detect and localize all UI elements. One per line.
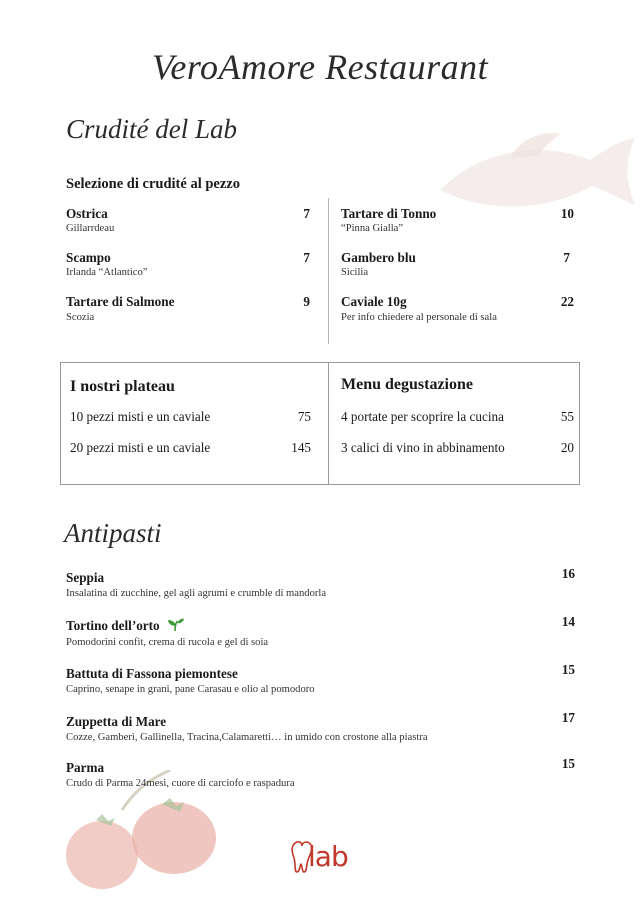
crudite-item-name: Caviale 10g — [341, 294, 407, 309]
vegetarian-leaf-icon — [167, 618, 185, 632]
plateau-title: I nostri plateau — [70, 378, 175, 395]
antipasto-desc: Crudo di Parma 24mesi, cuore di carciofo e raspadura — [66, 778, 295, 789]
antipasto-price: 17 — [561, 710, 575, 725]
plateau-line: 20 pezzi misti e un caviale — [70, 440, 211, 455]
tomatoes-watermark — [62, 770, 232, 900]
crudite-item-price: 22 — [560, 294, 574, 309]
crudite-item-price: 7 — [563, 250, 570, 265]
antipasto-desc: Insalatina di zucchine, gel agli agrumi e crumble di mandorla — [66, 588, 327, 599]
plateau-line: 10 pezzi misti e un caviale — [70, 409, 211, 424]
crudite-item-name: Ostrica — [66, 206, 108, 221]
degustazione-line: 3 calici di vino in abbinamento — [341, 440, 505, 455]
crudite-item-desc: Gillarrdeau — [66, 223, 115, 234]
crudite-item-desc: “Pinna Gialla” — [341, 223, 404, 234]
crudite-item-price: 9 — [303, 294, 310, 309]
plateau-price: 75 — [297, 409, 311, 424]
antipasto-name: Parma — [66, 760, 105, 775]
crudite-item-name: Tartare di Salmone — [66, 294, 175, 309]
antipasto-price: 16 — [561, 566, 575, 581]
crudite-item-name: Tartare di Tonno — [341, 206, 437, 221]
crudite-item-desc: Scozia — [66, 312, 95, 323]
antipasto-desc: Cozze, Gamberi, Gallinella, Tracina,Calamaretti… in umido con crostone alla piastra — [66, 732, 428, 743]
crudite-item-name: Scampo — [66, 250, 111, 265]
restaurant-title: VeroAmore Restaurant — [151, 47, 489, 87]
degustazione-title: Menu degustazione — [341, 376, 473, 393]
fish-watermark — [420, 110, 640, 250]
antipasto-desc: Pomodorini confit, crema di rucola e gel di soia — [66, 637, 269, 648]
antipasto-name: Battuta di Fassona piemontese — [66, 666, 238, 681]
antipasti-heading: Antipasti — [64, 518, 162, 548]
antipasto-price: 15 — [561, 756, 575, 771]
crudite-item-price: 7 — [303, 250, 310, 265]
antipasto-name: Seppia — [66, 570, 105, 585]
crudite-item-desc: Irlanda “Atlantico” — [66, 267, 148, 278]
crudite-heading: Crudité del Lab — [66, 114, 238, 144]
plateau-price: 145 — [291, 440, 311, 455]
lab-logo — [290, 838, 354, 878]
crudite-subheading: Selezione di crudité al pezzo — [66, 176, 240, 192]
antipasto-name: Tortino dell’orto — [66, 618, 160, 633]
crudite-item-price: 7 — [303, 206, 310, 221]
antipasto-desc: Caprino, senape in grani, pane Carasau e olio al pomodoro — [66, 684, 315, 695]
logo-text: lab — [308, 840, 348, 873]
column-divider — [328, 198, 329, 344]
antipasto-name-row — [66, 618, 185, 634]
antipasto-price: 14 — [561, 614, 575, 629]
antipasto-name: Zuppetta di Mare — [66, 714, 167, 729]
antipasto-price: 15 — [561, 662, 575, 677]
crudite-item-desc: Per info chiedere al personale di sala — [341, 312, 497, 323]
degustazione-line: 4 portate per scoprire la cucina — [341, 409, 504, 424]
crudite-item-name: Gambero blu — [341, 250, 416, 265]
box-divider — [328, 362, 329, 484]
crudite-item-desc: Sicilia — [341, 267, 369, 278]
degustazione-price: 20 — [560, 440, 574, 455]
crudite-item-price: 10 — [560, 206, 574, 221]
degustazione-price: 55 — [560, 409, 574, 424]
